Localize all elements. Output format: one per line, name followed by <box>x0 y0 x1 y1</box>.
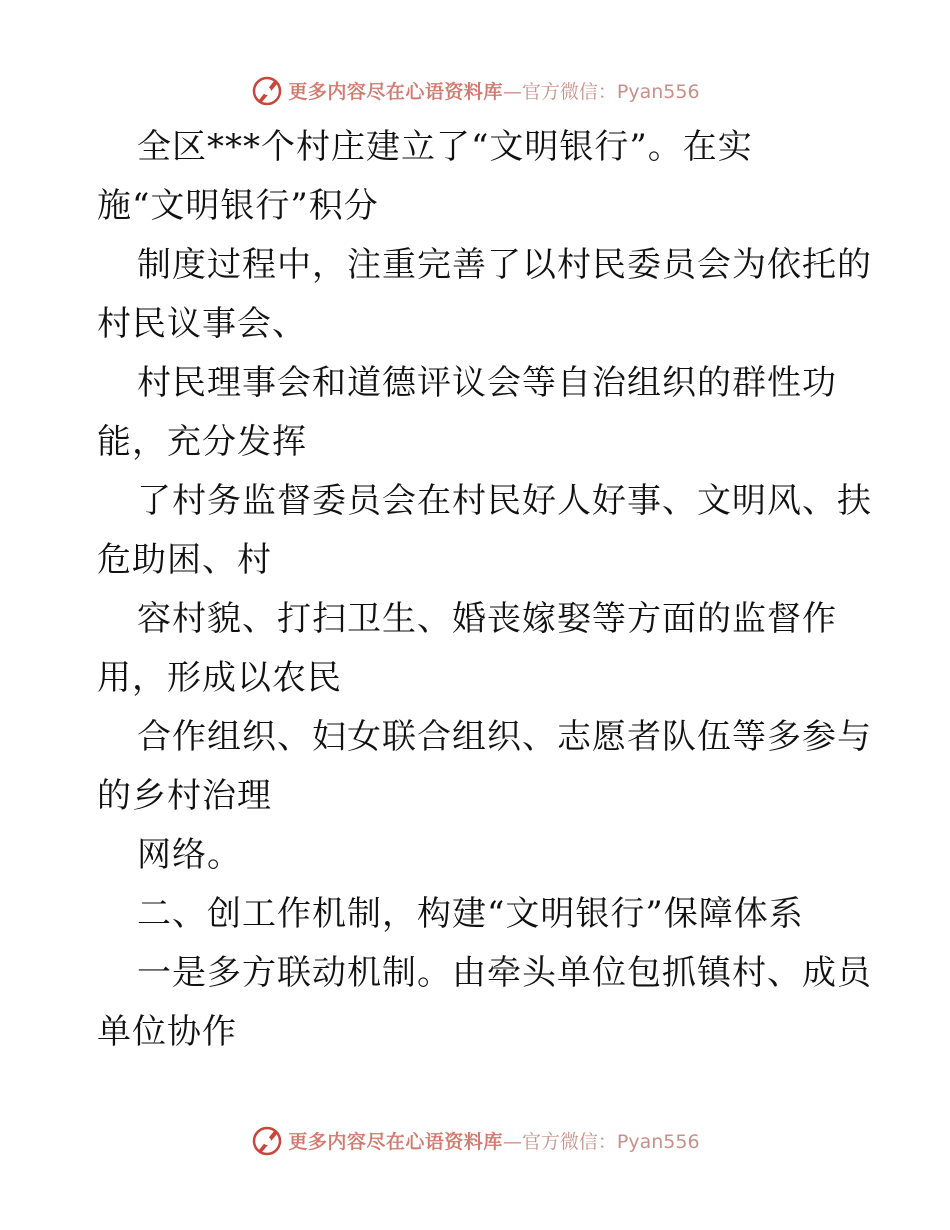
document-body <box>97 118 872 1062</box>
body-line: 村民议事会、 <box>97 304 307 344</box>
body-line: 了村务监督委员会在村民好人好事、文明风、扶 <box>137 481 872 521</box>
body-line: 制度过程中，注重完善了以村民委员会为依托的 <box>137 245 872 285</box>
body-line: 网络。 <box>137 835 242 875</box>
body-line: 单位协作 <box>97 1012 237 1052</box>
body-line: 能，充分发挥 <box>97 422 307 462</box>
body-line: 一是多方联动机制。由牵头单位包抓镇村、成员 <box>137 953 872 993</box>
body-line: 的乡村治理 <box>97 776 272 816</box>
section-heading: 二、创工作机制，构建“文明银行”保障体系 <box>137 894 804 934</box>
body-line: 用，形成以农民 <box>97 658 342 698</box>
watermark-wechat-text: —官方微信：Pyan556 <box>502 80 700 103</box>
body-line: 村民理事会和道德评议会等自治组织的群性功 <box>137 363 837 403</box>
body-line: 全区***个村庄建立了“文明银行”。在实 <box>137 127 753 167</box>
watermark-footer <box>0 1120 950 1160</box>
body-line: 施“文明银行”积分 <box>97 186 379 226</box>
quill-circle-icon <box>250 1123 284 1157</box>
body-line: 危助困、村 <box>97 540 272 580</box>
watermark-lead-text: 更多内容尽在心语资料库 <box>288 1130 503 1153</box>
watermark-header <box>0 70 950 110</box>
body-line: 合作组织、妇女联合组织、志愿者队伍等多参与 <box>137 717 872 757</box>
watermark-lead-text: 更多内容尽在心语资料库 <box>288 80 503 103</box>
body-line: 容村貌、打扫卫生、婚丧嫁娶等方面的监督作 <box>137 599 837 639</box>
watermark-wechat-text: —官方微信：Pyan556 <box>502 1130 700 1153</box>
quill-circle-icon <box>250 73 284 107</box>
